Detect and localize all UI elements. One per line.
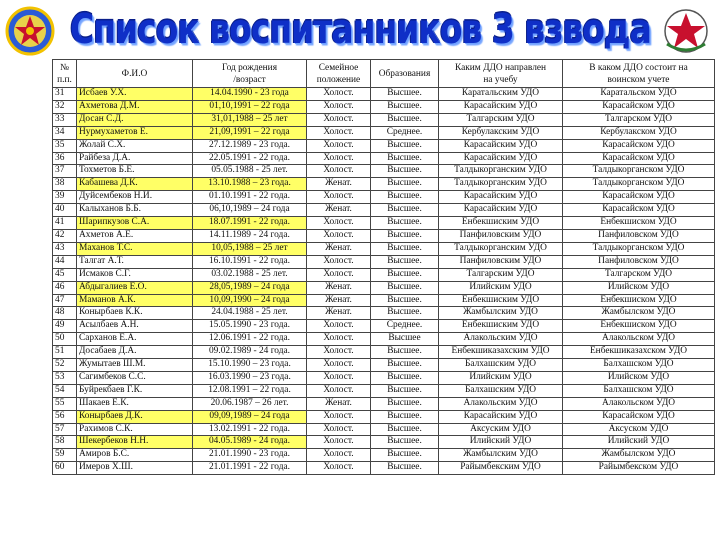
table-row [53,397,715,410]
row-sending-ddo: Алакольским УДО [439,333,563,346]
row-registered-ddo: Талгарском УДО [563,113,715,126]
row-birth-date: 12.06.1991 - 22 года. [193,333,307,346]
row-registered-ddo: Панфиловском УДО [563,255,715,268]
row-education: Среднее. [371,126,439,139]
table-row [53,410,715,423]
row-education: Высшее. [371,397,439,410]
row-number: 33 [53,113,77,126]
header-marital-status: Семейное положение [307,60,371,88]
row-number: 44 [53,255,77,268]
row-education: Высшее. [371,204,439,217]
row-marital-status: Холост. [307,346,371,359]
row-marital-status: Холост. [307,113,371,126]
row-education: Высшее [371,333,439,346]
row-sending-ddo: Талдыкорганским УДО [439,165,563,178]
row-number: 46 [53,281,77,294]
row-registered-ddo: Талдыкорганском УДО [563,242,715,255]
row-sending-ddo: Илийским УДО [439,371,563,384]
row-education: Высшее. [371,217,439,230]
row-registered-ddo: Карасайском УДО [563,139,715,152]
row-marital-status: Женат. [307,204,371,217]
row-registered-ddo: Енбекшиском УДО [563,320,715,333]
row-registered-ddo: Карасайском УДО [563,410,715,423]
row-education: Высшее. [371,281,439,294]
table-row [53,152,715,165]
row-sending-ddo: Енбекшиским УДО [439,294,563,307]
table-row [53,333,715,346]
row-registered-ddo: Талдыкорганском УДО [563,178,715,191]
row-birth-date: 22.05.1991 - 22 года. [193,152,307,165]
row-birth-date: 21.01.1990 - 23 года. [193,449,307,462]
row-sending-ddo: Алакольским УДО [439,397,563,410]
row-number: 52 [53,359,77,372]
row-number: 43 [53,242,77,255]
row-sending-ddo: Талдыкорганским УДО [439,242,563,255]
row-full-name: Конырбаев К.К. [77,307,193,320]
row-sending-ddo: Илийский УДО [439,436,563,449]
row-number: 32 [53,100,77,113]
header-birth-year: Год рождения /возраст [193,60,307,88]
row-number: 38 [53,178,77,191]
row-sending-ddo: Карасайским УДО [439,410,563,423]
row-number: 59 [53,449,77,462]
row-registered-ddo: Райымбекском УДО [563,462,715,475]
row-birth-date: 01,10,1991 – 22 года [193,100,307,113]
row-sending-ddo: Каратальским УДО [439,88,563,101]
row-birth-date: 01.10.1991 - 22 года. [193,191,307,204]
row-registered-ddo: Жамбылском УДО [563,449,715,462]
row-registered-ddo: Талгарском УДО [563,268,715,281]
row-birth-date: 14.04.1990 - 23 года [193,88,307,101]
row-birth-date: 15.05.1990 - 23 года. [193,320,307,333]
row-marital-status: Холост. [307,436,371,449]
row-marital-status: Холост. [307,462,371,475]
row-marital-status: Женат. [307,397,371,410]
row-education: Высшее. [371,88,439,101]
row-marital-status: Холост. [307,88,371,101]
row-sending-ddo: Енбекшиским УДО [439,320,563,333]
row-number: 57 [53,423,77,436]
row-birth-date: 20.06.1987 – 26 лет. [193,397,307,410]
header-sending-ddo: Каким ДДО направлен на учебу [439,60,563,88]
row-birth-date: 10,09,1990 – 24 года [193,294,307,307]
row-marital-status: Женат. [307,178,371,191]
row-registered-ddo: Енбекшиказахском УДО [563,346,715,359]
row-number: 48 [53,307,77,320]
row-birth-date: 06,10,1989 – 24 года [193,204,307,217]
row-marital-status: Женат. [307,307,371,320]
row-marital-status: Холост. [307,333,371,346]
row-education: Высшее. [371,384,439,397]
row-registered-ddo: Аксуском УДО [563,423,715,436]
row-registered-ddo: Жамбылском УДО [563,307,715,320]
row-education: Высшее. [371,462,439,475]
row-birth-date: 12.08.1991 – 22 года. [193,384,307,397]
row-sending-ddo: Аксуским УДО [439,423,563,436]
row-marital-status: Холост. [307,165,371,178]
row-marital-status: Холост. [307,410,371,423]
row-number: 41 [53,217,77,230]
row-registered-ddo: Балхашском УДО [563,384,715,397]
row-education: Высшее. [371,268,439,281]
row-birth-date: 13.10.1988 – 23 года. [193,178,307,191]
row-registered-ddo: Карасайском УДО [563,191,715,204]
row-number: 50 [53,333,77,346]
row-marital-status: Холост. [307,255,371,268]
row-marital-status: Холост. [307,423,371,436]
table-row [53,449,715,462]
row-sending-ddo: Балхашским УДО [439,359,563,372]
row-sending-ddo: Панфиловским УДО [439,229,563,242]
row-marital-status: Женат. [307,242,371,255]
row-number: 51 [53,346,77,359]
row-full-name: Талгат А.Т. [77,255,193,268]
row-education: Высшее. [371,100,439,113]
row-birth-date: 21.01.1991 - 22 года. [193,462,307,475]
row-sending-ddo: Карасайским УДО [439,204,563,217]
table-row [53,242,715,255]
row-sending-ddo: Жамбылским УДО [439,449,563,462]
row-marital-status: Холост. [307,371,371,384]
row-registered-ddo: Карасайском УДО [563,204,715,217]
row-birth-date: 09,09,1989 – 24 года [193,410,307,423]
table-row [53,436,715,449]
row-registered-ddo: Енбекшиском УДО [563,217,715,230]
row-number: 39 [53,191,77,204]
row-education: Высшее. [371,294,439,307]
row-number: 49 [53,320,77,333]
row-registered-ddo: Илийском УДО [563,371,715,384]
row-number: 56 [53,410,77,423]
table-row [53,139,715,152]
row-sending-ddo: Карасайским УДО [439,152,563,165]
row-full-name: Досан С.Д. [77,113,193,126]
row-birth-date: 28,05,1989 – 24 года [193,281,307,294]
row-number: 60 [53,462,77,475]
row-full-name: Кабашева Д.К. [77,178,193,191]
row-birth-date: 09.02.1989 - 24 года. [193,346,307,359]
row-number: 55 [53,397,77,410]
row-education: Высшее. [371,229,439,242]
row-full-name: Буйрекбаев Г.К. [77,384,193,397]
row-sending-ddo: Панфиловским УДО [439,255,563,268]
row-full-name: Конырбаев Д.К. [77,410,193,423]
table-row [53,281,715,294]
row-marital-status: Холост. [307,139,371,152]
row-full-name: Исмаков С.Г. [77,268,193,281]
row-education: Высшее. [371,139,439,152]
row-registered-ddo: Балхашском УДО [563,359,715,372]
row-sending-ddo: Карасайским УДО [439,191,563,204]
row-marital-status: Холост. [307,320,371,333]
row-full-name: Шарипкузов С.А. [77,217,193,230]
row-sending-ddo: Илийским УДО [439,281,563,294]
row-birth-date: 18.07.1991 - 22 года. [193,217,307,230]
row-registered-ddo: Илийский УДО [563,436,715,449]
row-marital-status: Холост. [307,384,371,397]
row-number: 53 [53,371,77,384]
row-sending-ddo: Карасайским УДО [439,100,563,113]
row-full-name: Сарханов Е.А. [77,333,193,346]
row-marital-status: Холост. [307,100,371,113]
row-number: 58 [53,436,77,449]
row-full-name: Абдыгалиев Е.О. [77,281,193,294]
row-full-name: Райбеза Д.А. [77,152,193,165]
row-birth-date: 13.02.1991 - 22 года. [193,423,307,436]
row-full-name: Исбаев У.Х. [77,88,193,101]
row-full-name: Имеров Х.Ш. [77,462,193,475]
row-education: Высшее. [371,178,439,191]
row-marital-status: Холост. [307,268,371,281]
row-number: 47 [53,294,77,307]
table-row [53,165,715,178]
row-education: Высшее. [371,191,439,204]
row-full-name: Ахметова Д.М. [77,100,193,113]
row-education: Высшее. [371,307,439,320]
row-education: Высшее. [371,346,439,359]
header-number: № п.п. [53,60,77,88]
row-birth-date: 24.04.1988 - 25 лет. [193,307,307,320]
row-education: Высшее. [371,371,439,384]
row-marital-status: Холост. [307,152,371,165]
row-education: Высшее. [371,113,439,126]
row-sending-ddo: Карасайским УДО [439,139,563,152]
row-registered-ddo: Талдыкорганском УДО [563,165,715,178]
row-birth-date: 16.10.1991 - 22 года. [193,255,307,268]
row-education: Высшее. [371,152,439,165]
row-education: Высшее. [371,242,439,255]
row-registered-ddo: Каратальском УДО [563,88,715,101]
row-birth-date: 04.05.1989 - 24 года. [193,436,307,449]
row-education: Высшее. [371,436,439,449]
row-birth-date: 16.03.1990 – 23 года. [193,371,307,384]
row-full-name: Нурмухаметов Е. [77,126,193,139]
row-marital-status: Холост. [307,126,371,139]
row-birth-date: 31,01,1988 – 25 лет [193,113,307,126]
table-row [53,88,715,101]
emblem-right-icon [657,8,715,54]
row-full-name: Шекербеков Н.Н. [77,436,193,449]
row-education: Высшее. [371,255,439,268]
row-marital-status: Холост. [307,359,371,372]
row-full-name: Маманов А.К. [77,294,193,307]
row-full-name: Шакаев Е.К. [77,397,193,410]
table-row [53,384,715,397]
table-row [53,268,715,281]
row-birth-date: 03.02.1988 - 25 лет. [193,268,307,281]
row-marital-status: Холост. [307,449,371,462]
row-registered-ddo: Алакольском УДО [563,397,715,410]
row-registered-ddo: Илийском УДО [563,281,715,294]
row-birth-date: 27.12.1989 - 23 года. [193,139,307,152]
table-row [53,346,715,359]
row-full-name: Ахметов А.Е. [77,229,193,242]
row-number: 31 [53,88,77,101]
row-full-name: Асылбаев А.Н. [77,320,193,333]
row-education: Высшее. [371,423,439,436]
row-sending-ddo: Талгарским УДО [439,113,563,126]
table-row [53,462,715,475]
table-row [53,178,715,191]
row-number: 45 [53,268,77,281]
row-education: Среднее. [371,320,439,333]
row-full-name: Досабаев Д.А. [77,346,193,359]
table-row [53,320,715,333]
row-marital-status: Холост. [307,229,371,242]
row-sending-ddo: Райымбекским УДО [439,462,563,475]
row-full-name: Сагимбеков С.С. [77,371,193,384]
row-number: 34 [53,126,77,139]
header-registered-ddo: В каком ДДО состоит на воинском учете [563,60,715,88]
header-education: Образования [371,60,439,88]
row-sending-ddo: Жамбылским УДО [439,307,563,320]
row-registered-ddo: Панфиловском УДО [563,229,715,242]
row-number: 36 [53,152,77,165]
table-row [53,294,715,307]
row-marital-status: Холост. [307,191,371,204]
table-row [53,191,715,204]
row-full-name: Жолай С.Х. [77,139,193,152]
row-education: Высшее. [371,359,439,372]
table-row [53,255,715,268]
row-full-name: Маханов Т.С. [77,242,193,255]
row-full-name: Калыханов Б.Б. [77,204,193,217]
row-sending-ddo: Талгарским УДО [439,268,563,281]
row-number: 35 [53,139,77,152]
row-registered-ddo: Кербулакском УДО [563,126,715,139]
table-row [53,126,715,139]
row-marital-status: Женат. [307,294,371,307]
row-registered-ddo: Карасайском УДО [563,152,715,165]
row-education: Высшее. [371,165,439,178]
row-sending-ddo: Енбекшиказахским УДО [439,346,563,359]
row-full-name: Амиров Б.С. [77,449,193,462]
table-row [53,204,715,217]
table-row [53,229,715,242]
row-registered-ddo: Енбекшиском УДО [563,294,715,307]
row-number: 40 [53,204,77,217]
row-education: Высшее. [371,449,439,462]
table-header-row [53,60,715,88]
header-full-name: Ф.И.О [77,60,193,88]
row-sending-ddo: Балхашским УДО [439,384,563,397]
row-birth-date: 05.05.1988 - 25 лет. [193,165,307,178]
row-birth-date: 21,09,1991 – 22 года [193,126,307,139]
table-row [53,371,715,384]
page-title: Список воспитанников 3 взвода [70,4,651,53]
row-birth-date: 10,05,1988 – 25 лет [193,242,307,255]
table-row [53,100,715,113]
roster-table [52,59,715,475]
row-full-name: Тохметов Б.Е. [77,165,193,178]
row-number: 42 [53,229,77,242]
table-row [53,423,715,436]
row-full-name: Рахимов С.К. [77,423,193,436]
row-birth-date: 15.10.1990 – 23 года. [193,359,307,372]
row-sending-ddo: Кербулакским УДО [439,126,563,139]
row-sending-ddo: Енбекшиским УДО [439,217,563,230]
table-row [53,307,715,320]
row-marital-status: Холост. [307,217,371,230]
row-registered-ddo: Карасайском УДО [563,100,715,113]
table-row [53,113,715,126]
table-row [53,359,715,372]
row-marital-status: Женат. [307,281,371,294]
row-number: 54 [53,384,77,397]
row-birth-date: 14.11.1989 - 24 года. [193,229,307,242]
row-education: Высшее. [371,410,439,423]
row-number: 37 [53,165,77,178]
row-registered-ddo: Алакольском УДО [563,333,715,346]
emblem-left-icon [5,6,55,56]
table-row [53,217,715,230]
row-full-name: Жумытаев Ш.М. [77,359,193,372]
row-full-name: Дуйсембеков Н.И. [77,191,193,204]
row-sending-ddo: Талдыкорганским УДО [439,178,563,191]
